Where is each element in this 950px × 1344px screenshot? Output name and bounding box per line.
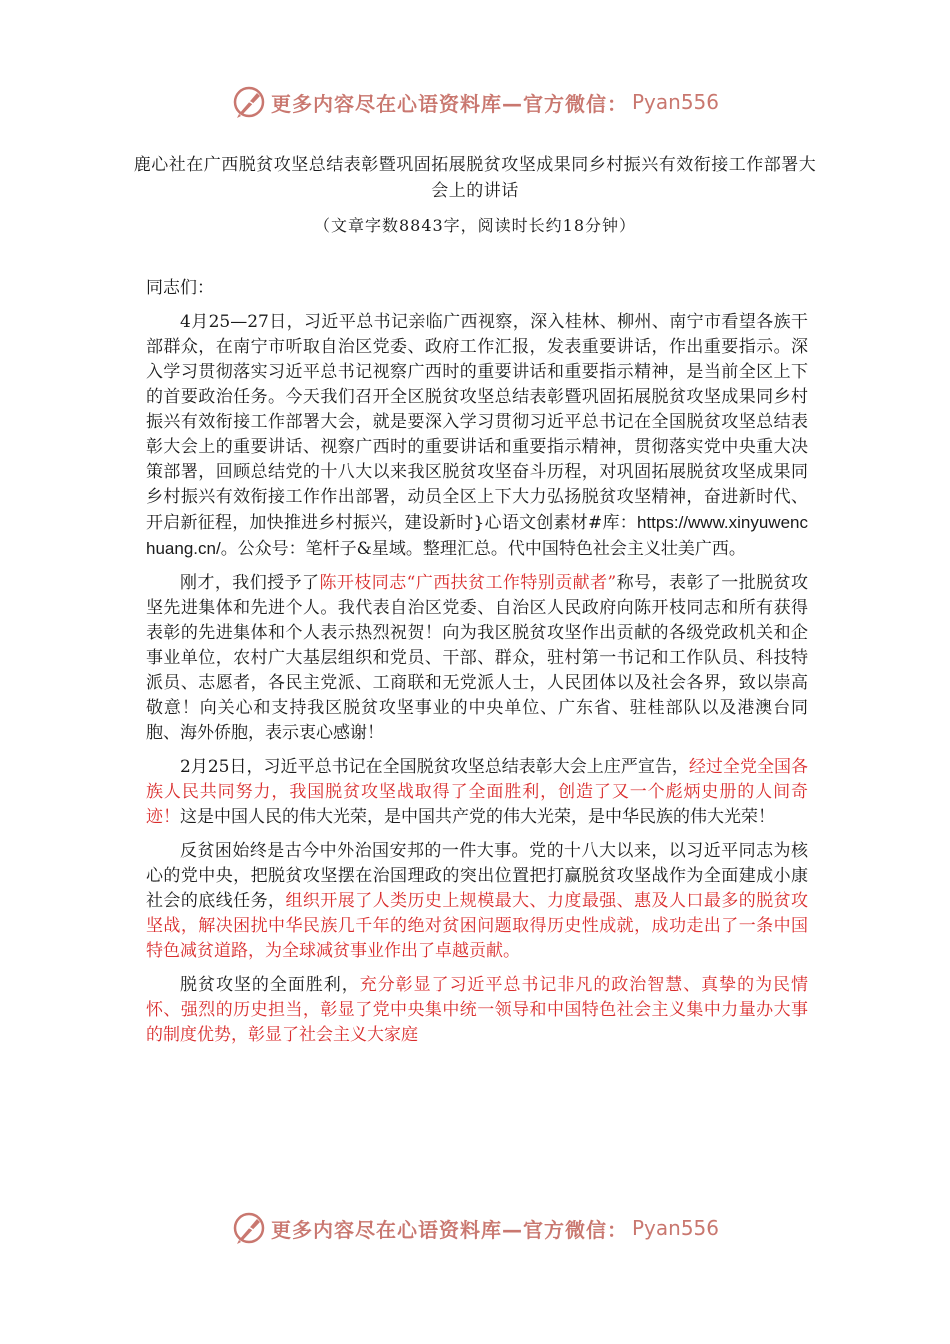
paragraph-3 — [146, 755, 808, 830]
paragraph-2-text-b: 称号，表彰了一批脱贫攻坚先进集体和先进个人。我代表自治区党委、自治区人民政府向陈开枝同志和所有获得表彰的先进集体和个人表示热烈祝贺！向为我区脱贫攻坚作出贡献的各级党政机关和企事业单位，农村广大基层组织和党员、干部、群众，驻村第一书记和工作队员、科技特派员、志愿者，各民主党派、工商联和无党派人士，人民团体以及社会各界，致以崇高敬意！向关心和支持我区脱贫攻坚事业的中央单位、广东省、驻桂部队以及港澳台同胞、海外侨胞，表示衷心感谢！ — [146, 573, 809, 743]
banner-text: 更多内容尽在心语资料库—官方微信： — [270, 1217, 628, 1242]
paragraph-3-text-a: 2月25日，习近平总书记在全国脱贫攻坚总结表彰大会上庄严宣告， — [180, 757, 689, 777]
document-title: 鹿心社在广西脱贫攻坚总结表彰暨巩固拓展脱贫攻坚成果同乡村振兴有效衔接工作部署大会上的讲话 — [133, 155, 817, 201]
paragraph-5-text-a: 脱贫攻坚的全面胜利， — [180, 975, 360, 995]
document-subtitle: （文章字数8843字，阅读时长约18分钟） — [313, 216, 637, 235]
quill-logo-icon — [231, 1210, 267, 1246]
paragraph-2-emphasis: 陈开枝同志“广西扶贫工作特别贡献者” — [319, 573, 617, 593]
paragraph-4-emphasis: 组织开展了人类历史上规模最大、力度最强、惠及人口最多的脱贫攻坚战，解决困扰中华民族几千年的绝对贫困问题取得历史性成就，成功走出了一条中国特色减贫道路，为全球减贫事业作出了卓越贡献。 — [146, 891, 809, 961]
header-banner — [0, 82, 950, 122]
paragraph-1-text-b: 。公众号：笔杆子&星域。整理汇总。代中国特色社会主义壮美广西。 — [220, 539, 746, 559]
wechat-id: Pyan556 — [631, 90, 719, 114]
paragraph-1-text-a: 4月25—27日，习近平总书记亲临广西视察，深入桂林、柳州、南宁市看望各族干部群众，在南宁市听取自治区党委、政府工作汇报，发表重要讲话，作出重要指示。深入学习贯彻落实习近平总书记视察广西时的重要讲话和重要指示精神，是当前全区上下的首要政治任务。今天我们召开全区脱贫攻坚总结表彰暨巩固拓展脱贫攻坚成果同乡村振兴有效衔接工作部署大会，就是要深入学习贯彻习近平总书记在全国脱贫攻坚总结表彰大会上的重要讲话、视察广西时的重要讲话和重要指示精神，贯彻落实党中央重大决策部署，回顾总结党的十八大以来我区脱贫攻坚奋斗历程，对巩固拓展脱贫攻坚成果同乡村振兴有效衔接工作作出部署，动员全区上下大力弘扬脱贫攻坚精神，奋进新时代、开启新征程，加快推进乡村振兴，建设新时}心语文创素材#库： — [146, 312, 808, 533]
paragraph-2-text-a: 刚才，我们授予了 — [180, 573, 320, 593]
paragraph-5-emphasis: 充分彰显了习近平总书记非凡的政治智慧、真挚的为民情怀、强烈的历史担当，彰显了党中央集中统一领导和中国特色社会主义集中力量办大事的制度优势，彰显了社会主义大家庭 — [146, 975, 809, 1045]
paragraph-3-emphasis: 经过全党全国各族人民共同努力，我国脱贫攻坚战取得了全面胜利，创造了又一个彪炳史册的人间奇迹！ — [146, 757, 808, 827]
source-url-link[interactable]: https://www.xinyuwenchuang.cn/ — [146, 513, 808, 558]
paragraph-3-text-b: 这是中国人民的伟大光荣，是中国共产党的伟大光荣，是中华民族的伟大光荣！ — [180, 807, 775, 827]
paragraph-2 — [146, 571, 808, 746]
quill-logo-icon — [231, 84, 267, 120]
document-body — [146, 276, 808, 1057]
footer-banner — [0, 1208, 950, 1248]
paragraph-1 — [146, 310, 808, 562]
paragraph-5 — [146, 973, 808, 1048]
paragraph-4-text-a: 反贫困始终是古今中外治国安邦的一件大事。党的十八大以来，以习近平同志为核心的党中央，把脱贫攻坚摆在治国理政的突出位置把打赢脱贫攻坚战作为全面建成小康社会的底线任务， — [146, 841, 808, 911]
banner-text: 更多内容尽在心语资料库—官方微信： — [270, 91, 628, 116]
paragraph-4 — [146, 839, 808, 964]
wechat-id: Pyan556 — [631, 1216, 719, 1240]
greeting: 同志们： — [146, 278, 214, 298]
